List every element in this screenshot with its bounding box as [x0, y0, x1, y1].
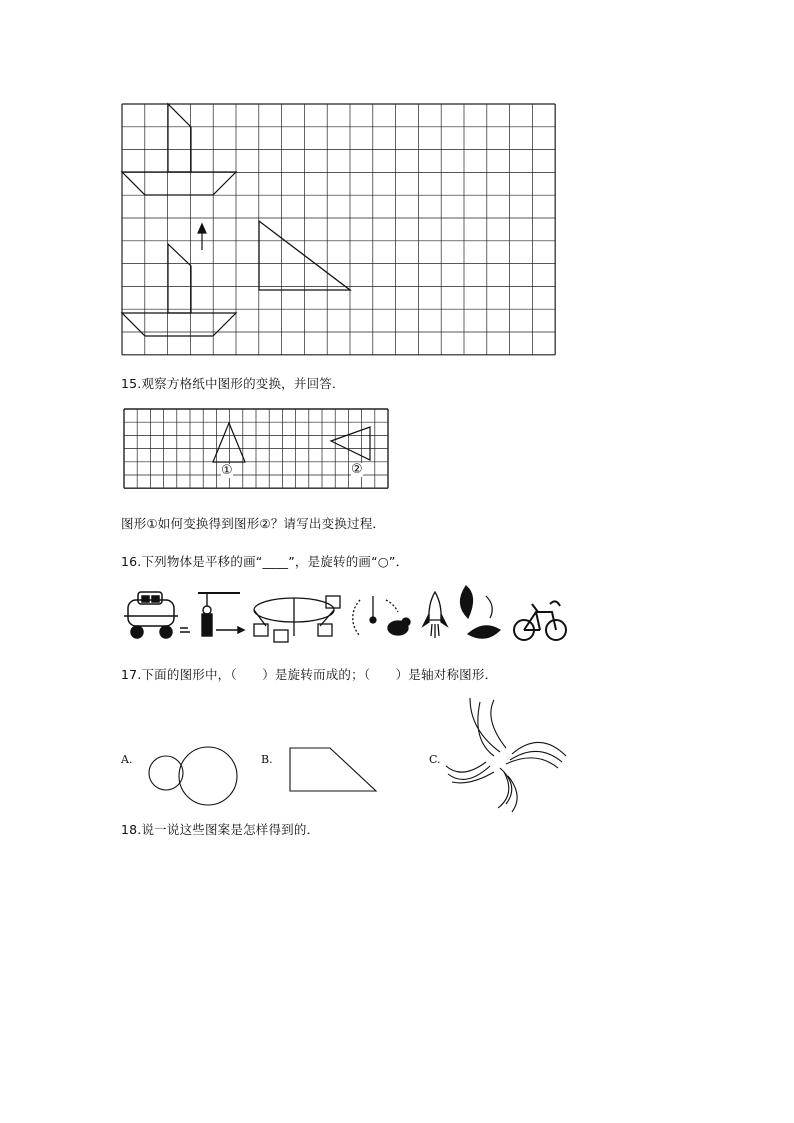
- pinwheel-curves-figure: [446, 698, 566, 812]
- question-15-prompt: 15.观察方格纸中图形的变换，并回答．: [121, 376, 345, 391]
- figure-1-label: ①: [221, 463, 233, 478]
- question-18-prompt: 18.说一说这些图案是怎样得到的．: [121, 822, 320, 837]
- option-b-label: B.: [261, 753, 273, 766]
- trapezoid-figure: [290, 748, 376, 791]
- option-c-label: C.: [429, 753, 441, 766]
- question-15-text: 图形①如何变换得到图形②？请写出变换过程．: [121, 516, 386, 531]
- question-17-prompt: 17.下面的图形中，（ ）是旋转而成的；（ ）是轴对称图形．: [121, 667, 498, 682]
- question-16-prompt: 16.下列物体是平移的画“____”，是旋转的画“○”．: [121, 554, 409, 569]
- figure-2-label: ②: [351, 462, 363, 477]
- option-a-label: A.: [121, 753, 133, 766]
- two-circles-figure: [149, 747, 237, 805]
